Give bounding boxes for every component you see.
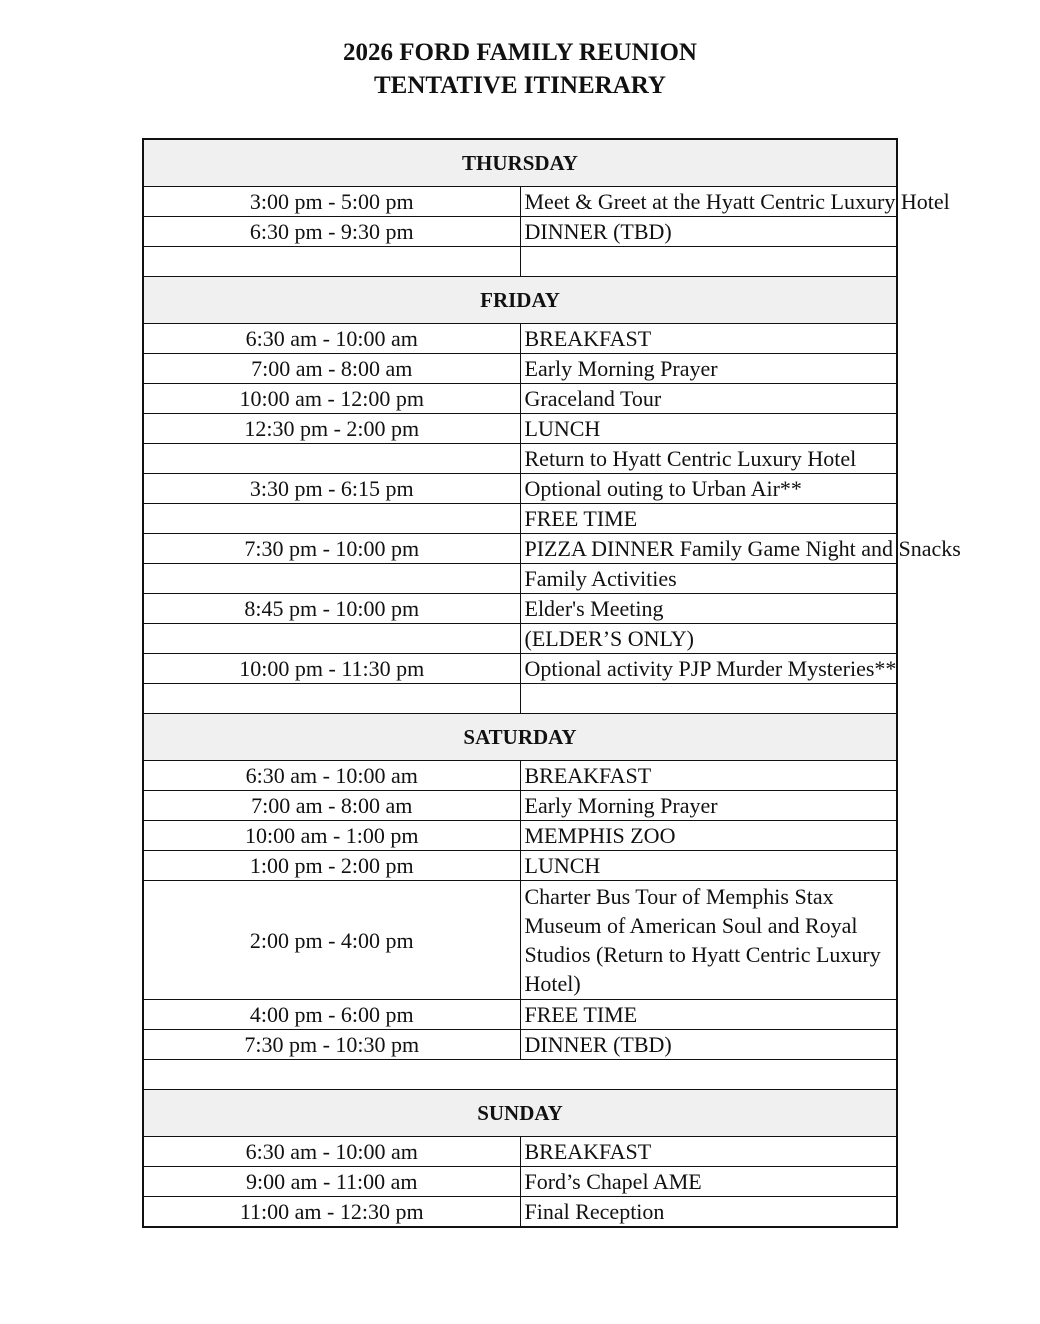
time-cell: 4:00 pm - 6:00 pm <box>143 1000 520 1030</box>
activity-cell: Family Activities <box>520 564 897 594</box>
title-line-1: 2026 FORD FAMILY REUNION <box>343 39 697 66</box>
activity-cell: (ELDER’S ONLY) <box>520 624 897 654</box>
activity-cell: BREAKFAST <box>520 1137 897 1167</box>
activity-cell: Ford’s Chapel AME <box>520 1167 897 1197</box>
day-name: SATURDAY <box>143 714 897 761</box>
time-cell <box>143 624 520 654</box>
blank-row <box>143 684 897 714</box>
time-cell: 2:00 pm - 4:00 pm <box>143 881 520 1000</box>
activity-cell: Early Morning Prayer <box>520 354 897 384</box>
day-name: SUNDAY <box>143 1090 897 1137</box>
table-row <box>143 564 897 594</box>
table-row <box>143 474 897 504</box>
time-cell: 7:30 pm - 10:30 pm <box>143 1030 520 1060</box>
time-cell: 7:30 pm - 10:00 pm <box>143 534 520 564</box>
activity-cell <box>520 247 897 277</box>
time-cell: 6:30 am - 10:00 am <box>143 324 520 354</box>
activity-cell: LUNCH <box>520 851 897 881</box>
activity-cell: BREAKFAST <box>520 761 897 791</box>
table-row <box>143 624 897 654</box>
day-header-thursday <box>143 139 897 187</box>
time-cell: 10:00 am - 12:00 pm <box>143 384 520 414</box>
time-cell: 6:30 am - 10:00 am <box>143 761 520 791</box>
time-cell: 10:00 pm - 11:30 pm <box>143 654 520 684</box>
day-header-sunday <box>143 1090 897 1137</box>
table-row <box>143 324 897 354</box>
table-row <box>143 1000 897 1030</box>
table-row <box>143 791 897 821</box>
time-cell <box>143 564 520 594</box>
activity-cell: Early Morning Prayer <box>520 791 897 821</box>
time-cell: 6:30 pm - 9:30 pm <box>143 217 520 247</box>
time-cell: 1:00 pm - 2:00 pm <box>143 851 520 881</box>
table-row <box>143 1137 897 1167</box>
activity-cell: Optional activity PJP Murder Mysteries** <box>520 654 897 684</box>
table-row <box>143 654 897 684</box>
blank-row <box>143 247 897 277</box>
activity-cell: Graceland Tour <box>520 384 897 414</box>
itinerary-table <box>142 138 961 1228</box>
table-row <box>143 851 897 881</box>
day-name: FRIDAY <box>143 277 897 324</box>
table-row <box>143 414 897 444</box>
title-line-2: TENTATIVE ITINERARY <box>373 72 666 99</box>
day-header-friday <box>143 277 897 324</box>
time-cell: 9:00 am - 11:00 am <box>143 1167 520 1197</box>
day-header-saturday <box>143 714 897 761</box>
activity-cell: FREE TIME <box>520 504 897 534</box>
table-row <box>143 1167 897 1197</box>
activity-cell: DINNER (TBD) <box>520 1030 897 1060</box>
activity-cell: Meet & Greet at the Hyatt Centric Luxury Hotel <box>520 187 897 217</box>
time-cell: 7:00 am - 8:00 am <box>143 791 520 821</box>
table-row <box>143 1197 897 1228</box>
document-title <box>0 36 1040 102</box>
table-row <box>143 504 897 534</box>
activity-cell: Return to Hyatt Centric Luxury Hotel <box>520 444 897 474</box>
activity-cell <box>520 684 897 714</box>
time-cell: 11:00 am - 12:30 pm <box>143 1197 520 1228</box>
time-cell <box>143 247 520 277</box>
activity-cell: Charter Bus Tour of Memphis Stax Museum of American Soul and Royal Studios (Return to Hyatt Centric Luxury Hotel) <box>520 881 897 1000</box>
activity-cell: DINNER (TBD) <box>520 217 897 247</box>
activity-cell: FREE TIME <box>520 1000 897 1030</box>
table-row <box>143 594 897 624</box>
activity-cell: Final Reception <box>520 1197 897 1228</box>
day-name: THURSDAY <box>143 139 897 187</box>
table-row <box>143 881 897 1000</box>
table-row <box>143 1030 897 1060</box>
time-cell: 8:45 pm - 10:00 pm <box>143 594 520 624</box>
activity-cell: PIZZA DINNER Family Game Night and Snacks <box>520 534 897 564</box>
blank-cell <box>143 1060 897 1090</box>
time-cell: 12:30 pm - 2:00 pm <box>143 414 520 444</box>
table-row <box>143 761 897 791</box>
time-cell: 3:00 pm - 5:00 pm <box>143 187 520 217</box>
table-row <box>143 354 897 384</box>
time-cell: 3:30 pm - 6:15 pm <box>143 474 520 504</box>
time-cell <box>143 684 520 714</box>
table-row <box>143 187 897 217</box>
table-row <box>143 384 897 414</box>
table-row <box>143 534 897 564</box>
activity-cell: BREAKFAST <box>520 324 897 354</box>
time-cell <box>143 504 520 534</box>
time-cell: 10:00 am - 1:00 pm <box>143 821 520 851</box>
table-row <box>143 444 897 474</box>
time-cell <box>143 444 520 474</box>
activity-cell: Elder's Meeting <box>520 594 897 624</box>
table-row <box>143 217 897 247</box>
activity-cell: Optional outing to Urban Air** <box>520 474 897 504</box>
activity-cell: LUNCH <box>520 414 897 444</box>
time-cell: 6:30 am - 10:00 am <box>143 1137 520 1167</box>
table-row <box>143 821 897 851</box>
activity-cell: MEMPHIS ZOO <box>520 821 897 851</box>
blank-row <box>143 1060 897 1090</box>
time-cell: 7:00 am - 8:00 am <box>143 354 520 384</box>
